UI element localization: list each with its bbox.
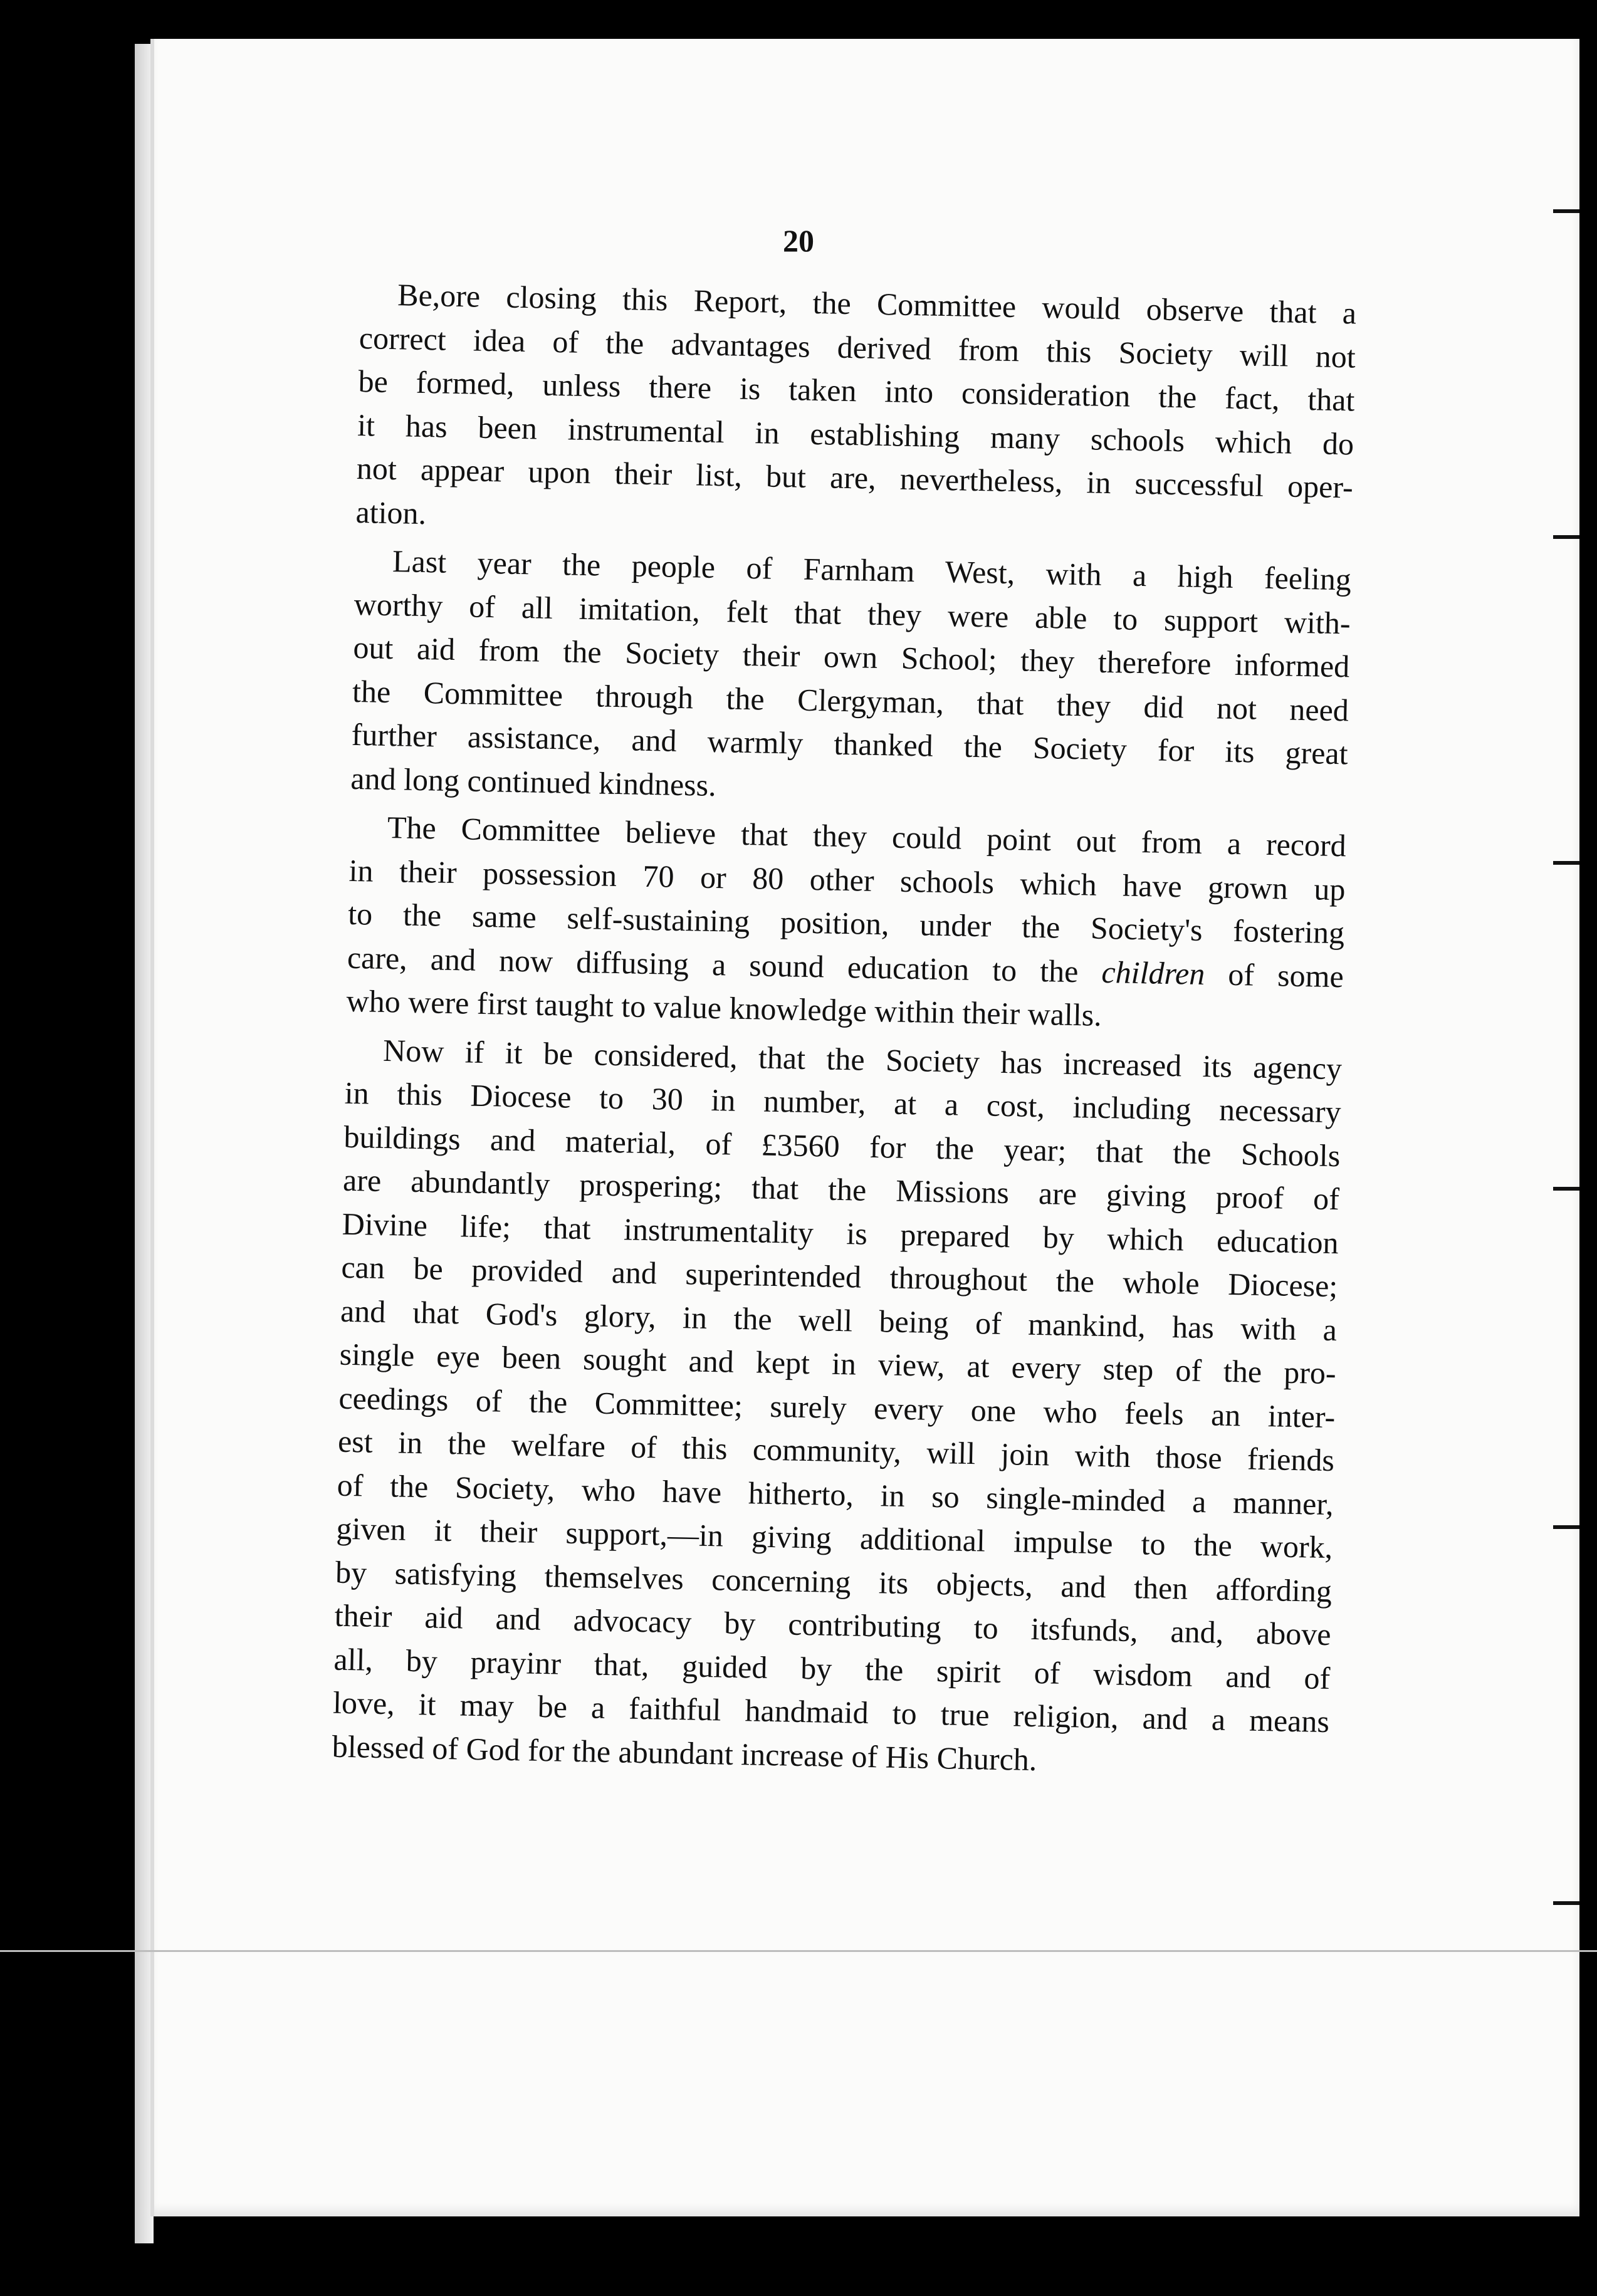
text-line: and long continued kindness. <box>350 760 717 803</box>
text-line: Be,ore closing this Report, the Committee would observe that a <box>397 277 1357 331</box>
margin-tick <box>1553 861 1579 865</box>
margin-tick <box>1553 209 1579 213</box>
text-line: est in the welfare of this community, will join with those friends <box>337 1423 1335 1478</box>
scan-artifact-line <box>0 1950 1597 1952</box>
text-line: correct idea of the advantages derived from this Society will not <box>359 320 1356 374</box>
body-text <box>332 273 1357 1792</box>
text-line: be formed, unless there is taken into consideration the fact, that <box>358 363 1355 418</box>
paragraph-4 <box>332 1028 1342 1787</box>
margin-tick <box>1553 535 1579 539</box>
text-line: ceedings of the Committee; surely every one who feels an inter- <box>338 1380 1336 1434</box>
page-number: 20 <box>783 223 814 258</box>
text-segment: care, and now diffusing a sound education to the <box>347 939 1079 989</box>
text-line: Last year the people of Farnham West, with a high feeling <box>392 543 1352 597</box>
text-line: love, it may be a faithful handmaid to true religion, and a means <box>332 1684 1330 1740</box>
text-line: buildings and material, of £3560 for the year; that the Schools <box>343 1119 1341 1173</box>
italic-word: children <box>1101 954 1205 991</box>
text-line: worthy of all imitation, felt that they were able to support with- <box>353 586 1351 640</box>
text-line: Now if it be considered, that the Society has increased its agency <box>382 1032 1343 1086</box>
text-line: to the same self-sustaining position, under the Society's fostering <box>347 895 1345 951</box>
text-line: by satisfying themselves concerning its objects, and then affording <box>335 1554 1333 1609</box>
margin-tick <box>1553 1187 1579 1191</box>
text-line: further assistance, and warmly thanked the Society for its great <box>351 716 1349 771</box>
text-line: not appear upon their list, but are, nevertheless, in successful oper- <box>356 450 1354 505</box>
text-line: their aid and advocacy by contributing to itsfunds, and, above <box>334 1597 1332 1652</box>
text-line: single eye been sought and kept in view, at every step of the pro- <box>339 1336 1337 1391</box>
text-line: are abundantly prospering; that the Missions are giving proof of <box>342 1162 1340 1217</box>
text-line: of the Society, who have hitherto, in so single-minded a manner, <box>337 1467 1334 1521</box>
margin-tick <box>1553 1525 1579 1529</box>
text-line: and ιhat God's glory, in the well being of mankind, has with a <box>340 1293 1338 1347</box>
text-line: in this Diocese to 30 in number, at a cost, including necessary <box>344 1075 1342 1130</box>
text-line: The Committee believe that they could point out from a record <box>387 809 1347 864</box>
text-line: it has been instrumental in establishing many schools which do <box>357 407 1354 461</box>
paragraph-1 <box>355 273 1357 553</box>
text-line: can be provided and superintended throughout the whole Diocese; <box>340 1249 1338 1304</box>
text-line: all, by prayinr that, guided by the spirit of wisdom and of <box>333 1641 1331 1696</box>
text-line: who were first taught to value knowledge within their walls. <box>346 983 1102 1033</box>
paragraph-3 <box>346 805 1346 1042</box>
text-line: out aid from the Society their own School; they therefore informed <box>352 629 1350 684</box>
text-line: the Committee through the Clergyman, that they did not need <box>352 673 1349 728</box>
text-line: given it their support,—in giving additional impulse to the work, <box>335 1510 1333 1565</box>
text-segment: of some <box>1204 956 1344 994</box>
text-line: ation. <box>355 494 427 531</box>
text-line: in their possession 70 or 80 other schools which have grown up <box>348 852 1346 907</box>
paragraph-2 <box>350 539 1352 819</box>
text-line: blessed of God for the abundant increase of His Church. <box>332 1728 1037 1777</box>
margin-tick <box>1553 1901 1579 1905</box>
text-line: Divine life; that instrumentality is prepared by which education <box>342 1206 1339 1260</box>
